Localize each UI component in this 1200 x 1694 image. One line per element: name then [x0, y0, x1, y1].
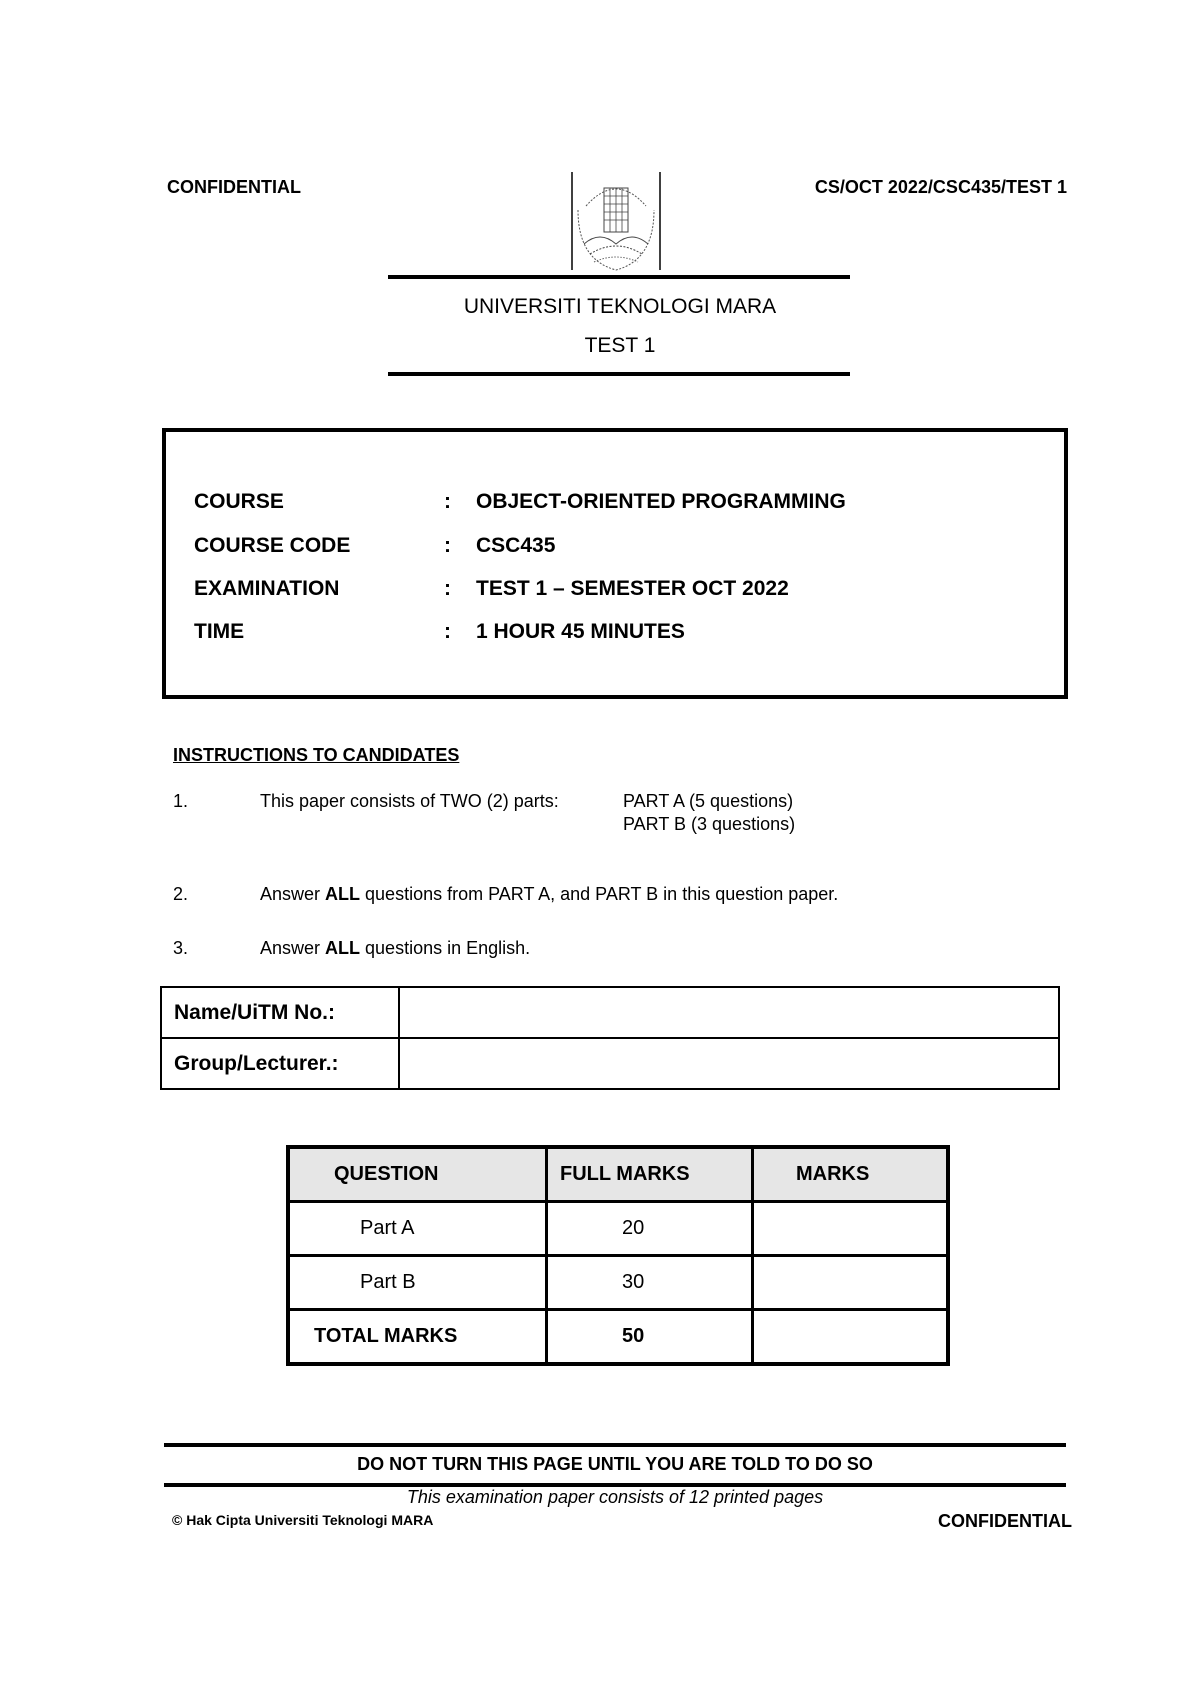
- course-info-box: [162, 428, 1068, 699]
- footer-copyright: © Hak Cipta Universiti Teknologi MARA: [172, 1512, 434, 1528]
- candidate-details-table: [160, 986, 1060, 1090]
- info-value: OBJECT-ORIENTED PROGRAMMING: [476, 490, 846, 513]
- info-label: COURSE CODE: [194, 534, 351, 557]
- info-label: TIME: [194, 620, 245, 643]
- university-crest-icon: [570, 170, 662, 276]
- instruction-number: 2.: [173, 884, 189, 904]
- title-top-rule: [388, 275, 850, 279]
- part-a-count: PART A (5 questions): [623, 791, 794, 811]
- table-row: [288, 1256, 948, 1310]
- marks-header-row: [288, 1147, 948, 1202]
- row-marks[interactable]: [753, 1256, 949, 1310]
- info-value: CSC435: [476, 534, 556, 557]
- instruction-text: Answer ALL questions from PART A, and PART B in this question paper.: [260, 884, 839, 904]
- info-colon: :: [444, 534, 451, 557]
- total-row: [288, 1310, 948, 1365]
- total-marks[interactable]: [753, 1310, 949, 1365]
- university-name: UNIVERSITI TEKNOLOGI MARA: [463, 295, 777, 318]
- row-question: Part A: [288, 1202, 547, 1256]
- instruction-number: 3.: [173, 938, 189, 958]
- group-label: Group/Lecturer.:: [161, 1038, 399, 1089]
- footer-warning: DO NOT TURN THIS PAGE UNTIL YOU ARE TOLD TO DO SO: [357, 1454, 873, 1474]
- header-paper-code: CS/OCT 2022/CSC435/TEST 1: [814, 177, 1067, 197]
- info-label: EXAMINATION: [194, 577, 340, 600]
- instruction-text: Answer ALL questions in English.: [260, 938, 531, 958]
- footer-top-rule: [164, 1443, 1066, 1447]
- info-value: 1 HOUR 45 MINUTES: [476, 620, 685, 643]
- part-b-count: PART B (3 questions): [623, 814, 796, 834]
- total-full-marks: 50: [547, 1310, 753, 1365]
- header-question: QUESTION: [288, 1147, 547, 1202]
- row-full-marks: 30: [547, 1256, 753, 1310]
- instruction-text: This paper consists of TWO (2) parts:: [260, 791, 559, 811]
- name-field[interactable]: [399, 987, 1059, 1038]
- instructions-heading: INSTRUCTIONS TO CANDIDATES: [173, 745, 460, 765]
- info-label: COURSE: [194, 490, 284, 513]
- marks-table: [286, 1145, 950, 1366]
- instruction-item-1: [173, 791, 1073, 841]
- name-label: Name/UiTM No.:: [161, 987, 399, 1038]
- footer-confidential: CONFIDENTIAL: [938, 1511, 1072, 1531]
- test-title: TEST 1: [584, 334, 656, 357]
- title-bottom-rule: [388, 372, 850, 376]
- info-colon: :: [444, 490, 451, 513]
- header-marks: MARKS: [753, 1147, 949, 1202]
- total-label: TOTAL MARKS: [288, 1310, 547, 1365]
- group-field[interactable]: [399, 1038, 1059, 1089]
- row-full-marks: 20: [547, 1202, 753, 1256]
- footer-pages-note: This examination paper consists of 12 printed pages: [406, 1487, 824, 1507]
- info-value: TEST 1 – SEMESTER OCT 2022: [476, 577, 789, 600]
- table-row: [288, 1202, 948, 1256]
- header-confidential: CONFIDENTIAL: [167, 177, 301, 197]
- instruction-number: 1.: [173, 791, 189, 811]
- info-colon: :: [444, 620, 451, 643]
- row-question: Part B: [288, 1256, 547, 1310]
- row-marks[interactable]: [753, 1202, 949, 1256]
- info-colon: :: [444, 577, 451, 600]
- header-full-marks: FULL MARKS: [547, 1147, 753, 1202]
